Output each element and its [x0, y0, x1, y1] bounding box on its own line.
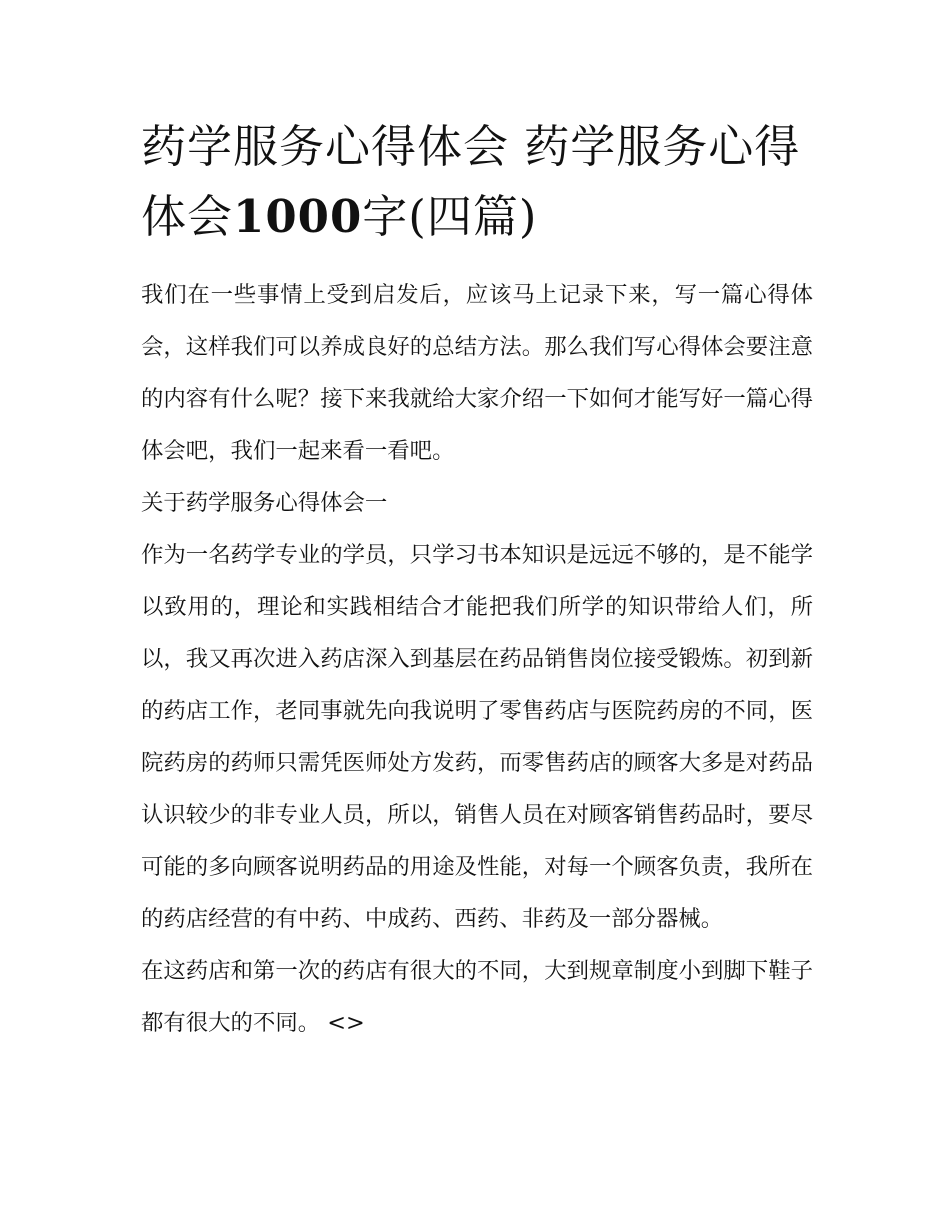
title-number: 1000	[233, 190, 363, 243]
title-text-part2: 字(四篇)	[362, 190, 538, 243]
document-title	[141, 112, 813, 252]
section-heading: 关于药学服务心得体会一	[141, 490, 388, 516]
document-body	[141, 269, 813, 1049]
title-text-part1: 药学服务心得体会 药学服务心得体会	[141, 120, 801, 243]
document-page	[141, 112, 813, 1049]
intro-paragraph: 我们在一些事情上受到启发后，应该马上记录下来，写一篇心得体会，这样我们可以养成良好的总结方法。那么我们写心得体会要注意的内容有什么呢？接下来我就给大家介绍一下如何才能写好一篇心得体会吧，我们一起来看一看吧。	[141, 282, 813, 464]
body-paragraph-2: 在这药店和第一次的药店有很大的不同，大到规章制度小到脚下鞋子都有很大的不同。 <>	[141, 958, 813, 1036]
body-paragraph-1: 作为一名药学专业的学员，只学习书本知识是远远不够的，是不能学以致用的，理论和实践相结合才能把我们所学的知识带给人们，所以，我又再次进入药店深入到基层在药品销售岗位接受锻炼。初到新的药店工作，老同事就先向我说明了零售药店与医院药房的不同，医院药房的药师只需凭医师处方发药，而零售药店的顾客大多是对药品认识较少的非专业人员，所以，销售人员在对顾客销售药品时，要尽可能的多向顾客说明药品的用途及性能，对每一个顾客负责，我所在的药店经营的有中药、中成药、西药、非药及一部分器械。	[141, 542, 813, 932]
